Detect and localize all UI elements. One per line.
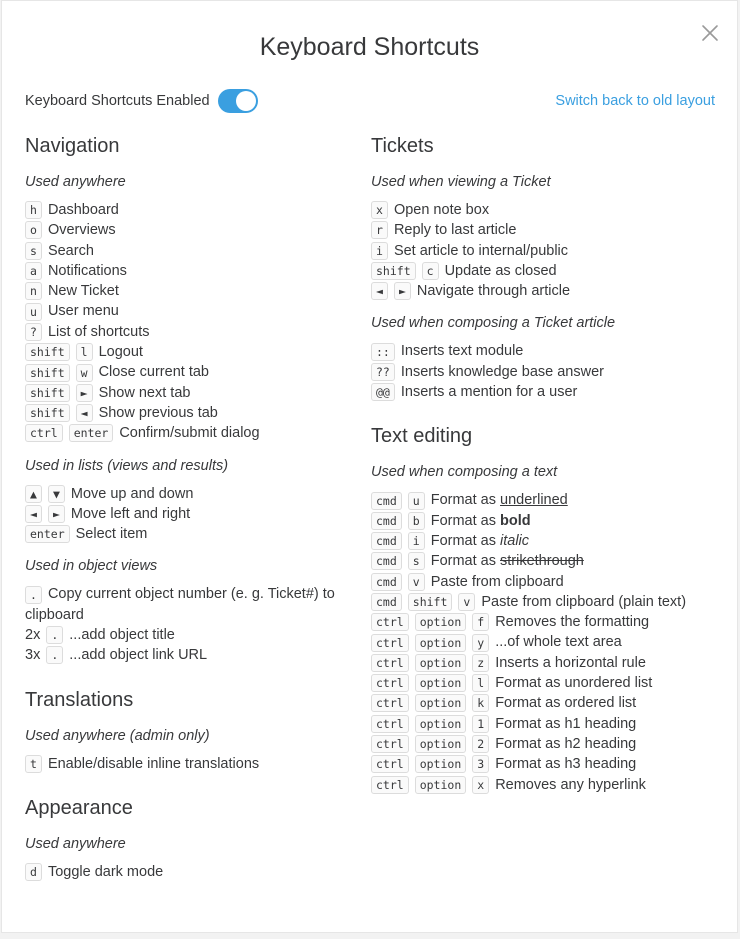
shortcut-row xyxy=(371,382,721,402)
shortcut-row xyxy=(25,281,345,301)
shortcut-row xyxy=(371,734,721,754)
shortcut-desc: Update as closed xyxy=(444,262,557,279)
shortcut-row xyxy=(25,342,345,362)
key-cap: option xyxy=(415,755,467,773)
shortcut-row xyxy=(25,261,345,281)
shortcut-desc: Reply to last article xyxy=(393,222,517,239)
key-cap: shift xyxy=(25,364,70,382)
key-cap: ctrl xyxy=(371,735,409,753)
key-cap: f xyxy=(472,613,489,631)
key-cap: shift xyxy=(371,262,416,280)
shortcut-desc xyxy=(431,531,529,551)
format-word-strikethrough: strikethrough xyxy=(500,553,584,570)
key-cap: cmd xyxy=(371,512,402,530)
shortcut-row xyxy=(25,423,345,443)
toggle-knob xyxy=(236,91,256,111)
tickets-composing-label: Used when composing a Ticket article xyxy=(371,315,616,332)
shortcut-desc: Format as h2 heading xyxy=(495,735,637,752)
shortcut-list xyxy=(371,200,721,301)
navigation-heading: Navigation xyxy=(25,135,120,157)
tickets-viewing-label: Used when viewing a Ticket xyxy=(371,174,551,190)
shortcut-desc: Close current tab xyxy=(98,364,209,381)
shortcut-row xyxy=(25,754,345,774)
key-cap: v xyxy=(458,593,475,611)
key-cap: ◄ xyxy=(25,505,42,523)
shortcut-desc: Toggle dark mode xyxy=(47,863,164,880)
shortcut-row xyxy=(25,403,345,423)
repeat-prefix: 3x xyxy=(25,647,41,664)
format-word-underlined: underlined xyxy=(500,492,568,509)
shortcut-desc: List of shortcuts xyxy=(47,323,150,340)
shortcut-desc: Inserts text module xyxy=(400,343,524,360)
navigation-object-label: Used in object views xyxy=(25,558,158,575)
shortcut-list xyxy=(25,862,345,882)
key-cap: . xyxy=(46,646,63,664)
key-cap: s xyxy=(25,242,42,260)
key-cap: u xyxy=(25,303,42,321)
key-cap: d xyxy=(25,863,42,881)
text-format-list xyxy=(371,490,721,571)
shortcut-desc: Overviews xyxy=(47,222,116,239)
key-cap: s xyxy=(408,552,425,570)
shortcut-desc: User menu xyxy=(47,303,119,320)
key-cap: i xyxy=(371,242,388,260)
shortcut-row xyxy=(371,341,721,361)
shortcut-desc: Format as h1 heading xyxy=(495,715,637,732)
key-cap: ◄ xyxy=(76,404,93,422)
shortcut-row xyxy=(25,484,345,504)
modal-title: Keyboard Shortcuts xyxy=(259,33,480,61)
key-cap: shift xyxy=(25,404,70,422)
key-cap: option xyxy=(415,715,467,733)
appearance-section xyxy=(25,794,345,882)
shortcut-desc: Format as ordered list xyxy=(495,695,637,712)
text-editing-label: Used when composing a text xyxy=(371,464,558,481)
shortcut-row xyxy=(371,714,721,734)
key-cap: ctrl xyxy=(371,715,409,733)
text-editing-heading: Text editing xyxy=(371,425,473,448)
shortcut-row xyxy=(25,241,345,261)
key-cap: cmd xyxy=(371,492,402,510)
shortcut-row xyxy=(25,524,345,544)
shortcut-row xyxy=(25,322,345,342)
shortcut-desc: ...of whole text area xyxy=(495,634,622,651)
format-word-bold: bold xyxy=(500,512,531,529)
navigation-anywhere-label: Used anywhere xyxy=(25,174,126,190)
shortcut-row xyxy=(371,362,721,382)
key-cap: enter xyxy=(25,525,70,543)
key-cap: ctrl xyxy=(371,654,409,672)
shortcut-row xyxy=(25,625,345,645)
object-view-list xyxy=(25,584,345,665)
shortcut-desc: Move left and right xyxy=(70,505,191,522)
shortcut-desc: Format as h3 heading xyxy=(495,756,637,773)
key-cap: ctrl xyxy=(371,694,409,712)
shortcut-desc: Select item xyxy=(75,526,148,543)
shortcut-desc: Removes the formatting xyxy=(495,614,650,631)
shortcut-row xyxy=(371,490,721,510)
shortcut-row xyxy=(371,673,721,693)
shortcut-desc: Navigate through article xyxy=(416,283,571,300)
right-column xyxy=(371,132,721,815)
close-icon[interactable] xyxy=(698,21,722,45)
key-cap: ? xyxy=(25,323,42,341)
shortcut-desc: Paste from clipboard xyxy=(430,573,564,590)
key-cap: option xyxy=(415,674,467,692)
shortcut-desc: Show previous tab xyxy=(98,404,218,421)
key-cap: cmd xyxy=(371,552,402,570)
key-cap: . xyxy=(25,586,42,604)
key-cap: option xyxy=(415,654,467,672)
shortcut-desc: Dashboard xyxy=(47,202,119,218)
key-cap: a xyxy=(25,262,42,280)
shortcut-desc: Paste from clipboard (plain text) xyxy=(481,593,687,610)
shortcut-row xyxy=(25,383,345,403)
shortcut-desc: Notifications xyxy=(47,262,127,279)
shortcut-desc: Format as unordered list xyxy=(495,675,653,692)
shortcut-row xyxy=(371,632,721,652)
translations-section xyxy=(25,686,345,774)
key-cap: option xyxy=(415,613,467,631)
shortcut-desc: ...add object link URL xyxy=(69,647,208,664)
key-cap: cmd xyxy=(371,573,402,591)
key-cap: v xyxy=(408,573,425,591)
shortcuts-enabled-label: Keyboard Shortcuts Enabled xyxy=(25,93,210,109)
shortcut-row xyxy=(25,645,345,665)
shortcut-row xyxy=(371,220,721,240)
key-cap: option xyxy=(415,735,467,753)
key-cap: z xyxy=(472,654,489,672)
shortcut-row xyxy=(25,862,345,882)
shortcut-row xyxy=(371,241,721,261)
key-cap: y xyxy=(472,634,489,652)
key-cap: enter xyxy=(69,424,114,442)
key-cap: o xyxy=(25,221,42,239)
shortcut-row xyxy=(25,504,345,524)
key-cap: cmd xyxy=(371,593,402,611)
translations-label: Used anywhere (admin only) xyxy=(25,727,210,744)
shortcut-row xyxy=(25,584,345,625)
key-cap: option xyxy=(415,694,467,712)
key-cap: . xyxy=(46,626,63,644)
key-cap: shift xyxy=(25,384,70,402)
shortcut-desc: Open note box xyxy=(393,202,490,218)
tickets-section xyxy=(371,132,721,402)
navigation-section xyxy=(25,132,345,666)
shortcut-row xyxy=(25,301,345,321)
key-cap: l xyxy=(472,674,489,692)
shortcut-list xyxy=(371,572,721,795)
key-cap: x xyxy=(371,201,388,219)
shortcut-desc: Confirm/submit dialog xyxy=(119,425,260,442)
key-cap: u xyxy=(408,492,425,510)
appearance-heading: Appearance xyxy=(25,796,133,819)
shortcut-desc: Set article to internal/public xyxy=(393,242,569,259)
key-cap: @@ xyxy=(371,383,395,401)
format-prefix: Format as xyxy=(430,553,496,570)
key-cap: ► xyxy=(76,384,93,402)
left-column xyxy=(25,132,345,902)
shortcut-row xyxy=(371,572,721,592)
shortcut-row xyxy=(25,362,345,382)
key-cap: ► xyxy=(48,505,65,523)
key-cap: i xyxy=(408,532,425,550)
shortcut-desc: New Ticket xyxy=(47,283,119,300)
shortcut-row xyxy=(371,612,721,632)
navigation-lists-label: Used in lists (views and results) xyxy=(25,457,229,474)
key-cap: :: xyxy=(371,343,395,361)
shortcut-row xyxy=(371,531,721,551)
key-cap: ?? xyxy=(371,363,395,381)
shortcut-desc: Show next tab xyxy=(98,384,191,401)
shortcut-desc xyxy=(431,490,568,510)
key-cap: cmd xyxy=(371,532,402,550)
switch-old-layout-link[interactable]: Switch back to old layout xyxy=(555,93,715,109)
key-cap: l xyxy=(76,343,93,361)
format-prefix: Format as xyxy=(430,512,496,529)
key-cap: w xyxy=(76,364,93,382)
key-cap: shift xyxy=(25,343,70,361)
shortcut-row xyxy=(371,261,721,281)
tickets-heading: Tickets xyxy=(371,135,434,157)
text-editing-section xyxy=(371,422,721,794)
shortcut-desc: Inserts knowledge base answer xyxy=(400,363,604,380)
shortcut-row xyxy=(371,281,721,301)
shortcut-row xyxy=(371,511,721,531)
key-cap: option xyxy=(415,776,467,794)
key-cap: 2 xyxy=(472,735,489,753)
shortcut-row xyxy=(371,653,721,673)
format-prefix: Format as xyxy=(430,492,496,509)
key-cap: 1 xyxy=(472,715,489,733)
shortcut-desc: Inserts a horizontal rule xyxy=(495,654,646,671)
shortcut-desc: Copy current object number (e. g. Ticket#) to clipboard xyxy=(25,586,335,623)
key-cap: t xyxy=(25,755,42,773)
shortcut-desc: Inserts a mention for a user xyxy=(400,384,578,401)
shortcut-desc: Move up and down xyxy=(70,485,194,502)
key-cap: k xyxy=(472,694,489,712)
shortcut-list xyxy=(25,754,345,774)
key-cap: shift xyxy=(408,593,453,611)
key-cap: c xyxy=(422,262,439,280)
shortcuts-enabled-toggle[interactable] xyxy=(218,89,258,113)
shortcut-list xyxy=(25,484,345,545)
key-cap: x xyxy=(472,776,489,794)
key-cap: ► xyxy=(394,282,411,300)
key-cap: ctrl xyxy=(371,674,409,692)
shortcut-desc: Enable/disable inline translations xyxy=(47,755,260,772)
key-cap: ctrl xyxy=(371,613,409,631)
translations-heading: Translations xyxy=(25,688,134,711)
shortcut-desc xyxy=(431,551,584,571)
shortcut-row xyxy=(371,775,721,795)
shortcut-row xyxy=(371,592,721,612)
shortcut-list xyxy=(25,200,345,444)
shortcuts-enabled-row xyxy=(25,88,258,114)
key-cap: ctrl xyxy=(25,424,63,442)
shortcuts-modal xyxy=(1,0,738,933)
shortcut-list xyxy=(371,341,721,402)
key-cap: b xyxy=(408,512,425,530)
shortcut-row xyxy=(25,200,345,220)
appearance-label: Used anywhere xyxy=(25,835,126,852)
shortcut-desc: Removes any hyperlink xyxy=(495,776,646,793)
key-cap: h xyxy=(25,201,42,219)
key-cap: ctrl xyxy=(371,755,409,773)
repeat-prefix: 2x xyxy=(25,627,41,644)
shortcut-desc: Logout xyxy=(98,344,143,361)
key-cap: ctrl xyxy=(371,776,409,794)
key-cap: ▲ xyxy=(25,485,42,503)
key-cap: option xyxy=(415,634,467,652)
shortcut-desc xyxy=(431,511,531,531)
key-cap: ◄ xyxy=(371,282,388,300)
format-prefix: Format as xyxy=(430,532,496,549)
shortcut-row xyxy=(371,693,721,713)
shortcut-desc: ...add object title xyxy=(69,627,175,644)
key-cap: n xyxy=(25,282,42,300)
format-word-italic: italic xyxy=(500,532,530,549)
shortcut-row xyxy=(371,200,721,220)
shortcut-row xyxy=(371,551,721,571)
key-cap: ctrl xyxy=(371,634,409,652)
key-cap: r xyxy=(371,221,388,239)
shortcut-row xyxy=(25,220,345,240)
key-cap: 3 xyxy=(472,755,489,773)
shortcut-row xyxy=(371,754,721,774)
key-cap: ▼ xyxy=(48,485,65,503)
shortcut-desc: Search xyxy=(47,242,94,259)
